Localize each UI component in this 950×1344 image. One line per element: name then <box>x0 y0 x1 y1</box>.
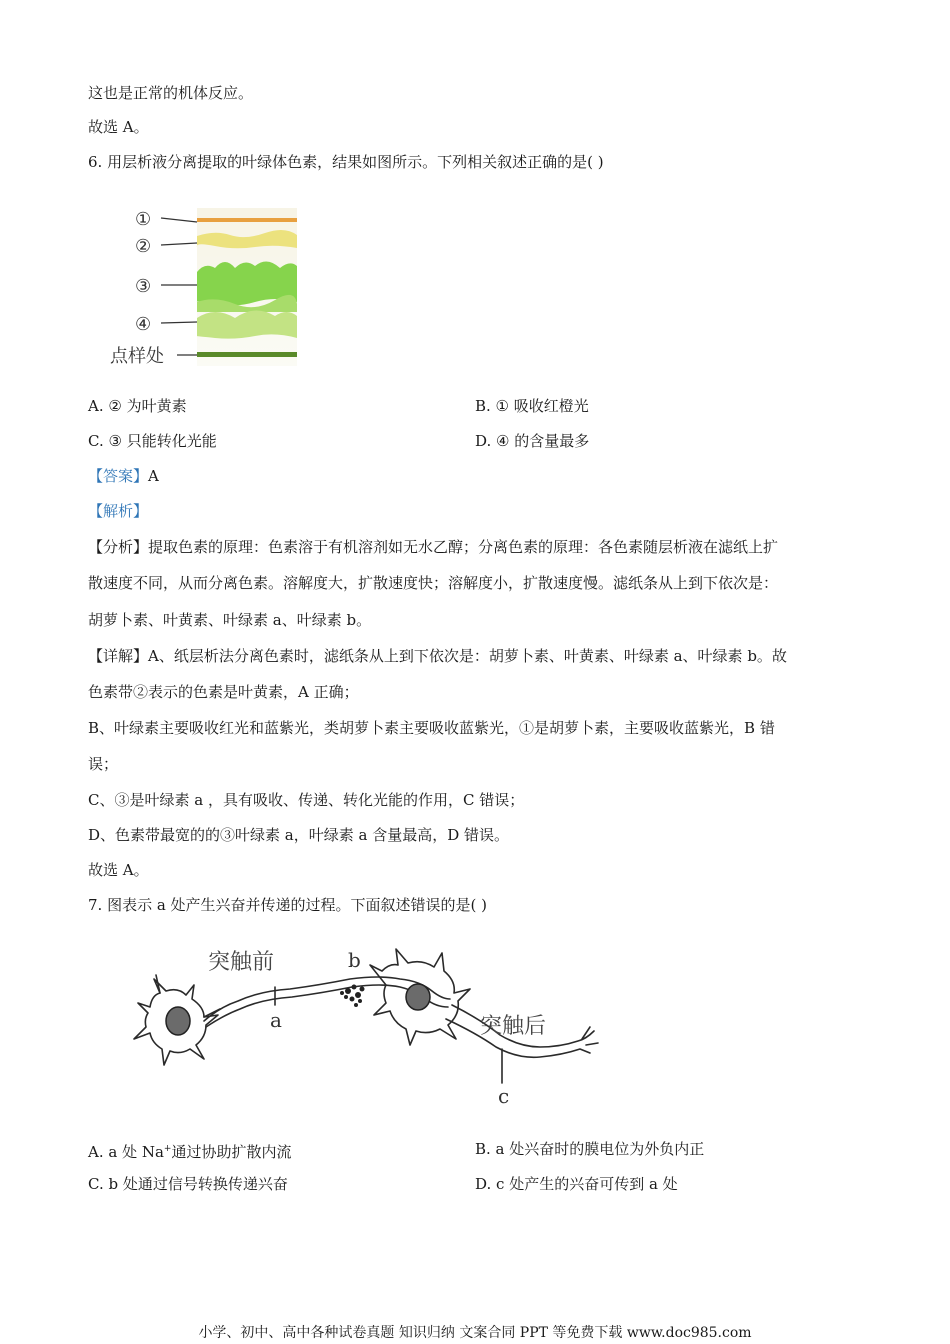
text-line: 散速度不同，从而分离色素。溶解度大，扩散速度快；溶解度小，扩散速度慢。滤纸条从上到下依次是： <box>88 574 779 592</box>
band-carotene <box>197 218 297 222</box>
q6-option-d: D. ④ 的含量最多 <box>475 432 590 450</box>
text-line: 胡萝卜素、叶黄素、叶绿素 a、叶绿素 b。 <box>88 611 372 629</box>
answer-line <box>88 466 159 486</box>
spot-line <box>197 352 297 357</box>
text-line: 这也是正常的机体反应。 <box>88 84 254 102</box>
q7-option-d: D. c 处产生的兴奋可传到 a 处 <box>475 1175 678 1193</box>
answer-value: A <box>148 467 159 485</box>
text-line: 故选 A。 <box>88 861 149 879</box>
text-line: 故选 A。 <box>88 118 149 136</box>
q6-option-a: A. ② 为叶黄素 <box>88 397 187 415</box>
text-line: 【分析】提取色素的原理：色素溶于有机溶剂如无水乙醇；分离色素的原理：各色素随层析液在滤纸上扩 <box>88 538 779 556</box>
postsynaptic-nucleus <box>406 984 430 1010</box>
label-postsynaptic: 突触后 <box>480 1014 547 1039</box>
label-spot: 点样处 <box>110 346 164 367</box>
presynaptic-nucleus <box>166 1007 190 1035</box>
label-band-4: ④ <box>135 314 152 335</box>
q6-option-c: C. ③ 只能转化光能 <box>88 432 217 450</box>
text-line: D、色素带最宽的的③叶绿素 a，叶绿素 a 含量最高，D 错误。 <box>88 826 510 844</box>
label-a: a <box>270 1008 282 1032</box>
question-7-stem: 7. 图表示 a 处产生兴奋并传递的过程。下面叙述错误的是( ) <box>88 896 488 914</box>
analysis-tag: 【解析】 <box>88 502 149 520</box>
answer-tag: 【答案】 <box>88 467 149 485</box>
neuron-figure <box>120 935 600 1110</box>
text-line: B、叶绿素主要吸收红光和蓝紫光，类胡萝卜素主要吸收蓝紫光，①是胡萝卜素，主要吸收蓝紫光，B 错 <box>88 719 775 737</box>
chromatography-figure <box>105 200 305 370</box>
text-line: 色素带②表示的色素是叶黄素，A 正确； <box>88 683 359 701</box>
label-band-2: ② <box>135 236 152 257</box>
page-footer: 小学、初中、高中各种试卷真题 知识归纳 文案合同 PPT 等免费下载 www.doc985.com <box>198 1325 752 1341</box>
q7-option-c: C. b 处通过信号转换传递兴奋 <box>88 1175 288 1193</box>
label-c: c <box>498 1084 510 1108</box>
text-line: C、③是叶绿素 a ，具有吸收、传递、转化光能的作用，C 错误； <box>88 791 525 809</box>
label-band-3: ③ <box>135 276 152 297</box>
q6-option-b: B. ① 吸收红橙光 <box>475 397 589 415</box>
text-line: 误； <box>88 755 119 773</box>
text-line: 【详解】A、纸层析法分离色素时，滤纸条从上到下依次是：胡萝卜素、叶黄素、叶绿素 a、叶绿素 b。故 <box>88 647 787 665</box>
label-presynaptic: 突触前 <box>208 950 275 975</box>
label-band-1: ① <box>135 209 152 230</box>
q7-option-a: A. a 处 Na+通过协助扩散内流 <box>88 1143 292 1161</box>
question-6-stem: 6. 用层析液分离提取的叶绿体色素，结果如图所示。下列相关叙述正确的是( ) <box>88 153 604 171</box>
label-b: b <box>348 948 361 972</box>
q7-option-b: B. a 处兴奋时的膜电位为外负内正 <box>475 1140 705 1158</box>
band-chlorophyll-b <box>197 310 297 338</box>
